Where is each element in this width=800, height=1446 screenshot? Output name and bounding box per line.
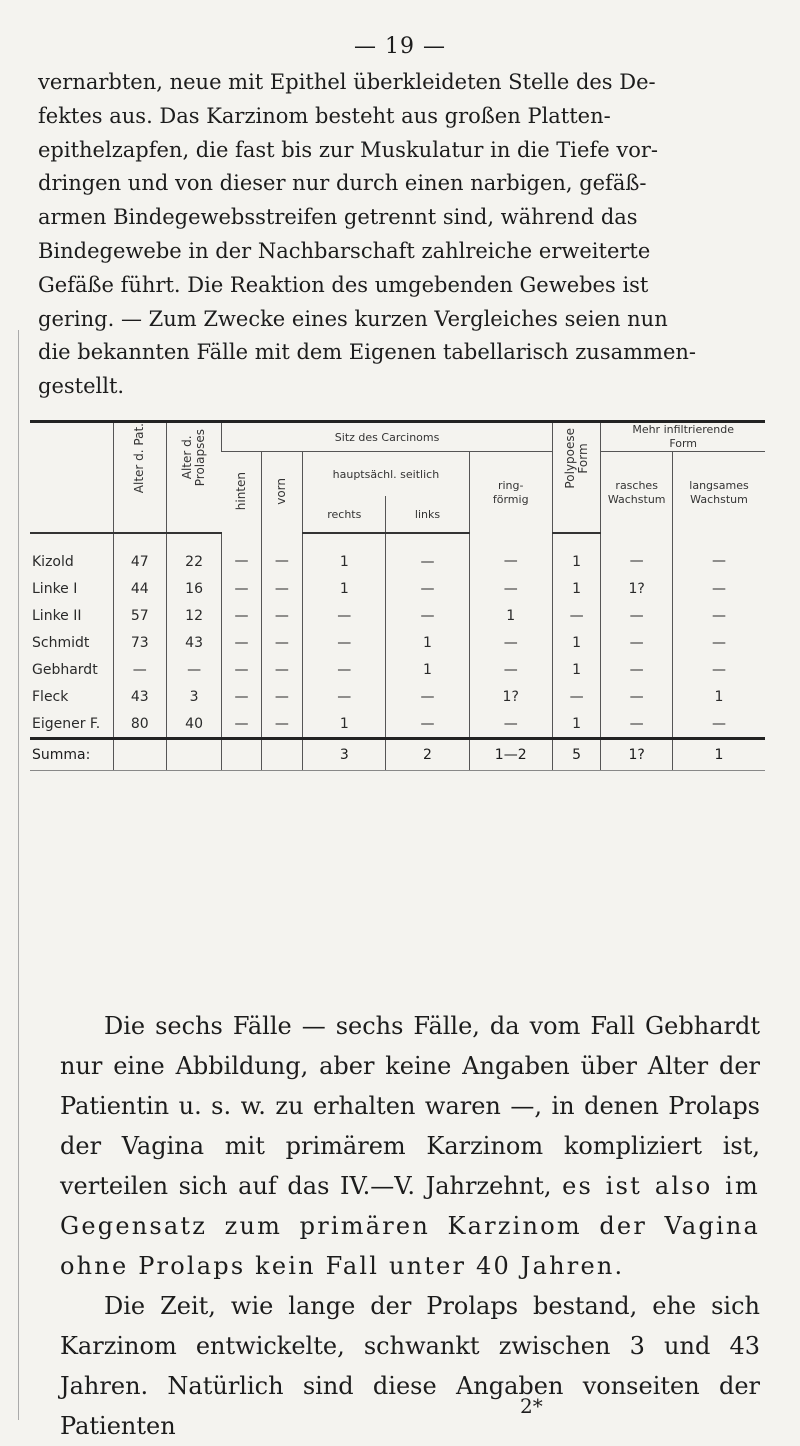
text-line: gestellt.: [38, 374, 125, 399]
table-cell: 43: [113, 683, 166, 710]
row-name: Linke II: [32, 607, 82, 624]
table-cell: 1: [386, 656, 469, 683]
alter-pat-header-bottom: [113, 496, 166, 533]
table-row: [30, 629, 765, 656]
table-row: [30, 533, 765, 575]
table-cell: —: [601, 533, 673, 575]
text-line: dringen und von dieser nur durch einen narbigen, gefäß-: [38, 171, 647, 196]
table-cell: 57: [113, 602, 166, 629]
table-cell: —: [303, 629, 386, 656]
table-cell: —: [469, 710, 552, 739]
table-cell: 1: [386, 629, 469, 656]
table-cell: 1: [673, 739, 766, 771]
paragraph-sechs-faelle: [60, 1006, 760, 1286]
table-cell: —: [166, 656, 221, 683]
text-span: Die sechs Fälle — sechs Fälle, da vom Fall Gebhardt nur eine Abbildung, aber keine Angaben über Alter der Patientin u. s. w. zu erhalten waren —, in denen Prolaps der Vagina mit primärem Karzinom kompliziert ist, verteilen sich auf das IV.—V. Jahrzehnt,: [60, 1012, 760, 1200]
summa-label: Summa:: [30, 739, 113, 771]
table-cell: —: [386, 533, 469, 575]
table-cell: 1: [469, 602, 552, 629]
header-rasches-wachstum: rasches Wachstum: [601, 452, 673, 534]
table-cell: —: [601, 602, 673, 629]
table-cell: —: [552, 602, 601, 629]
table-cell: —: [673, 656, 766, 683]
table-cell: —: [469, 533, 552, 575]
table-cell: —: [303, 683, 386, 710]
paragraph-2: [60, 1006, 760, 1446]
table-cell: 1: [303, 710, 386, 739]
table-row: [30, 602, 765, 629]
text-line: die bekannten Fälle mit dem Eigenen tabellarisch zusammen-: [38, 340, 697, 365]
table-cell: —: [601, 710, 673, 739]
header-alter-prolaps: Alter d. Prolapses: [166, 422, 221, 497]
table-cell: —: [469, 656, 552, 683]
table-cell: 40: [166, 710, 221, 739]
table-cell: —: [261, 710, 303, 739]
table-cell: 1?: [601, 739, 673, 771]
table-cell: 47: [113, 533, 166, 575]
table-cell: —: [386, 683, 469, 710]
table-cell: —: [222, 533, 261, 575]
header-langsames-wachstum: langsames Wachstum: [673, 452, 766, 534]
text-line: gering. — Zum Zwecke eines kurzen Vergleiches seien nun: [38, 306, 668, 331]
paragraph-zeit: Die Zeit, wie lange der Prolaps bestand, ehe sich Karzinom entwickelte, schwankt zwischen 3 und 43 Jahren. Natürlich sind diese Angaben vonseiten der Patienten: [60, 1292, 760, 1440]
text-line: Gefäße führt. Die Reaktion des umgebenden Gewebes ist: [38, 272, 649, 297]
table-cell: —: [113, 656, 166, 683]
table-cell: —: [469, 575, 552, 602]
alter-prolaps-header-bottom: [166, 496, 221, 533]
table-cell: 2: [386, 739, 469, 771]
table-cell: 73: [113, 629, 166, 656]
name-header: [30, 422, 113, 497]
row-name: Gebhardt: [32, 661, 98, 678]
table-cell: —: [601, 656, 673, 683]
table-cell: —: [673, 710, 766, 739]
table-cell: —: [552, 683, 601, 710]
table-cell: —: [261, 656, 303, 683]
table-cell: —: [222, 656, 261, 683]
page-number: — 19 —: [354, 34, 446, 59]
emphasized-text: es ist also im Gegensatz zum primären Karzinom der Vagina ohne Prolaps kein Fall unter 40 Jahren.: [60, 1172, 760, 1280]
row-name: Fleck: [32, 688, 69, 705]
header-sitz: Sitz des Carcinoms: [222, 422, 553, 452]
table-cell: 43: [166, 629, 221, 656]
row-name: Kizold: [32, 553, 74, 570]
header-hinten: hinten: [222, 452, 261, 534]
table-row: [30, 656, 765, 683]
table-cell: 22: [166, 533, 221, 575]
table-cell: 1: [552, 533, 601, 575]
table-cell: —: [469, 629, 552, 656]
table-cell: —: [386, 602, 469, 629]
table-cell: 1—2: [469, 739, 552, 771]
header-links: links: [386, 496, 469, 533]
table-cell: 1: [552, 575, 601, 602]
header-alter-pat: Alter d. Pat.: [113, 422, 166, 497]
text-line: vernarbten, neue mit Epithel überkleideten Stelle des De-: [38, 70, 656, 94]
table-cell: [166, 739, 221, 771]
header-mehr-infiltrierend: Mehr infiltrierende Form: [601, 422, 765, 452]
table-cell: 1: [552, 656, 601, 683]
table-cell: —: [261, 629, 303, 656]
table-row: [30, 710, 765, 739]
comparison-table-wrap: [30, 420, 765, 771]
header-vorn: vorn: [261, 452, 303, 534]
polypoese-header-bottom: [552, 496, 601, 533]
page-edge-rule: [18, 330, 19, 1420]
table-cell: —: [303, 656, 386, 683]
table-row: [30, 575, 765, 602]
table-cell: 1: [673, 683, 766, 710]
table-cell: 3: [303, 739, 386, 771]
table-cell: 1: [552, 629, 601, 656]
name-header-bottom: [30, 496, 113, 533]
table-cell: 1: [552, 710, 601, 739]
table-cell: [222, 739, 261, 771]
table-cell: —: [303, 602, 386, 629]
table-cell: —: [601, 683, 673, 710]
comparison-table: [30, 420, 765, 771]
table-cell: —: [261, 575, 303, 602]
text-line: fektes aus. Das Karzinom besteht aus großen Platten-: [38, 103, 611, 128]
table-cell: —: [386, 710, 469, 739]
table-cell: —: [222, 683, 261, 710]
table-cell: —: [601, 629, 673, 656]
table-cell: —: [673, 602, 766, 629]
table-cell: —: [222, 575, 261, 602]
table-cell: 80: [113, 710, 166, 739]
table-row: [30, 683, 765, 710]
header-polypoese: Polypoese Form: [552, 422, 601, 497]
header-hauptsaechl-seitlich: hauptsächl. seitlich: [303, 452, 469, 497]
table-cell: —: [673, 533, 766, 575]
table-cell: 12: [166, 602, 221, 629]
table-cell: 1?: [601, 575, 673, 602]
table-cell: 3: [166, 683, 221, 710]
header-rechts: rechts: [303, 496, 386, 533]
table-cell: —: [222, 602, 261, 629]
header-ringfoermig: ring- förmig: [469, 452, 552, 534]
row-name: Eigener F.: [32, 715, 101, 732]
paragraph-1: [38, 66, 756, 404]
text-line: Bindegewebe in der Nachbarschaft zahlreiche erweiterte: [38, 238, 651, 263]
table-cell: 1: [303, 575, 386, 602]
table-cell: —: [222, 710, 261, 739]
table-cell: —: [673, 575, 766, 602]
table-cell: 5: [552, 739, 601, 771]
table-cell: —: [673, 629, 766, 656]
signature-mark: 2*: [520, 1394, 543, 1418]
table-cell: —: [386, 575, 469, 602]
table-cell: [261, 739, 303, 771]
row-name: Linke I: [32, 580, 78, 597]
table-cell: —: [222, 629, 261, 656]
text-line: armen Bindegewebsstreifen getrennt sind, während das: [38, 205, 638, 230]
text-line: epithelzapfen, die fast bis zur Muskulatur in die Tiefe vor-: [38, 137, 658, 162]
table-cell: [113, 739, 166, 771]
summa-row: [30, 739, 765, 771]
table-cell: 44: [113, 575, 166, 602]
table-cell: —: [261, 533, 303, 575]
row-name: Schmidt: [32, 634, 90, 651]
table-cell: —: [261, 602, 303, 629]
table-cell: —: [261, 683, 303, 710]
table-cell: 16: [166, 575, 221, 602]
table-cell: 1?: [469, 683, 552, 710]
table-cell: 1: [303, 533, 386, 575]
